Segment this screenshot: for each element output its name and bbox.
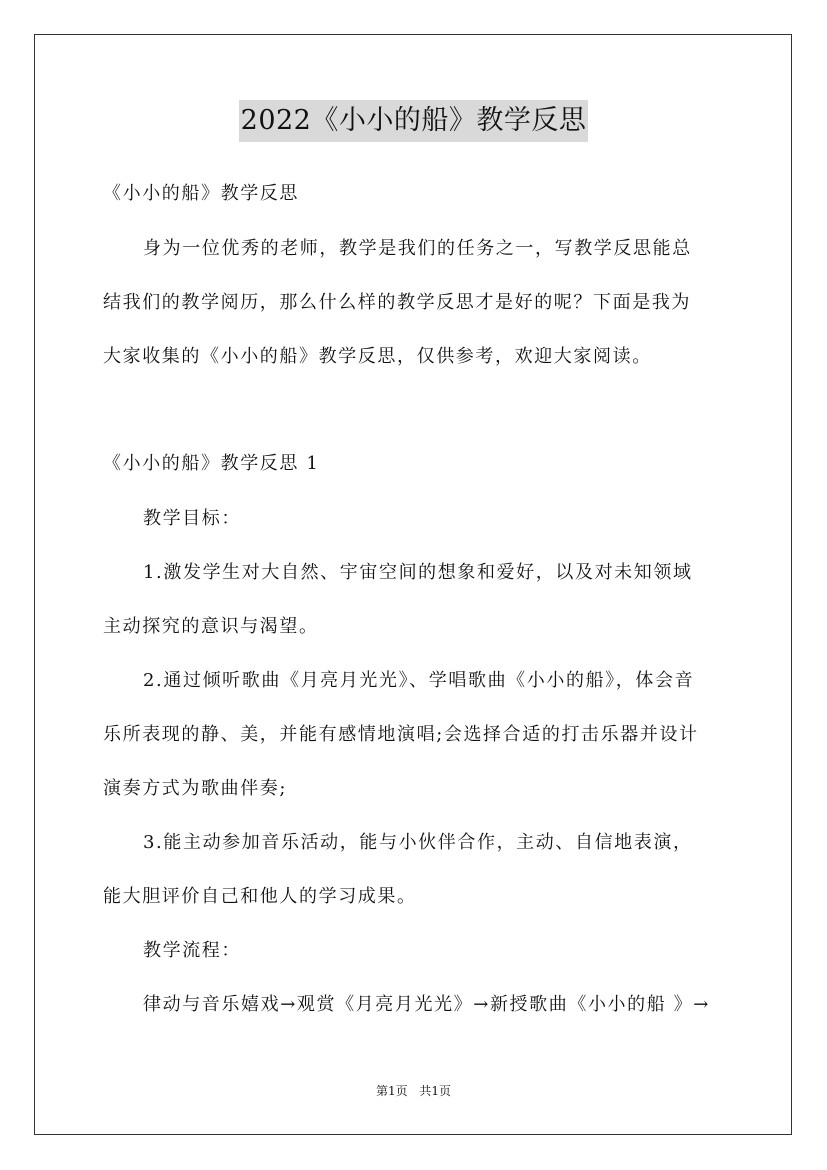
paragraph-line: 结我们的教学阅历，那么什么样的教学反思才是好的呢？下面是我为 [103, 292, 691, 313]
paragraph-line: 乐所表现的静、美，并能有感情地演唱;会选择合适的打击乐器并设计 [103, 724, 699, 745]
paragraph-line: 大家收集的《小小的船》教学反思，仅供参考，欢迎大家阅读。 [103, 346, 652, 367]
paragraph-line: 身为一位优秀的老师，教学是我们的任务之一，写教学反思能总 [143, 238, 692, 259]
paragraph-line: 能大胆评价自己和他人的学习成果。 [103, 886, 417, 907]
document-title: 2022《小小的船》教学反思 [239, 100, 589, 142]
section-heading: 《小小的船》教学反思 1 [103, 453, 320, 474]
subheading-process: 教学流程： [143, 940, 241, 961]
page-current: 第1页 [375, 1084, 408, 1098]
paragraph-line: 3.能主动参加音乐活动，能与小伙伴合作，主动、自信地表演， [143, 832, 693, 853]
subtitle: 《小小的船》教学反思 [103, 183, 299, 204]
subheading-objectives: 教学目标： [143, 508, 241, 529]
paragraph-line: 演奏方式为歌曲伴奏; [103, 778, 288, 799]
paragraph-line: 2.通过倾听歌曲《月亮月光光》、学唱歌曲《小小的船》，体会音 [143, 670, 695, 691]
paragraph-line: 1.激发学生对大自然、宇宙空间的想象和爱好，以及对未知领域 [143, 562, 693, 583]
paragraph-line: 律动与音乐嬉戏→观赏《月亮月光光》→新授歌曲《小小的船 》→ [143, 994, 710, 1015]
title-container [0, 100, 827, 142]
page-total: 共1页 [419, 1084, 452, 1098]
page-footer [0, 1083, 827, 1099]
paragraph-line: 主动探究的意识与渴望。 [103, 616, 319, 637]
